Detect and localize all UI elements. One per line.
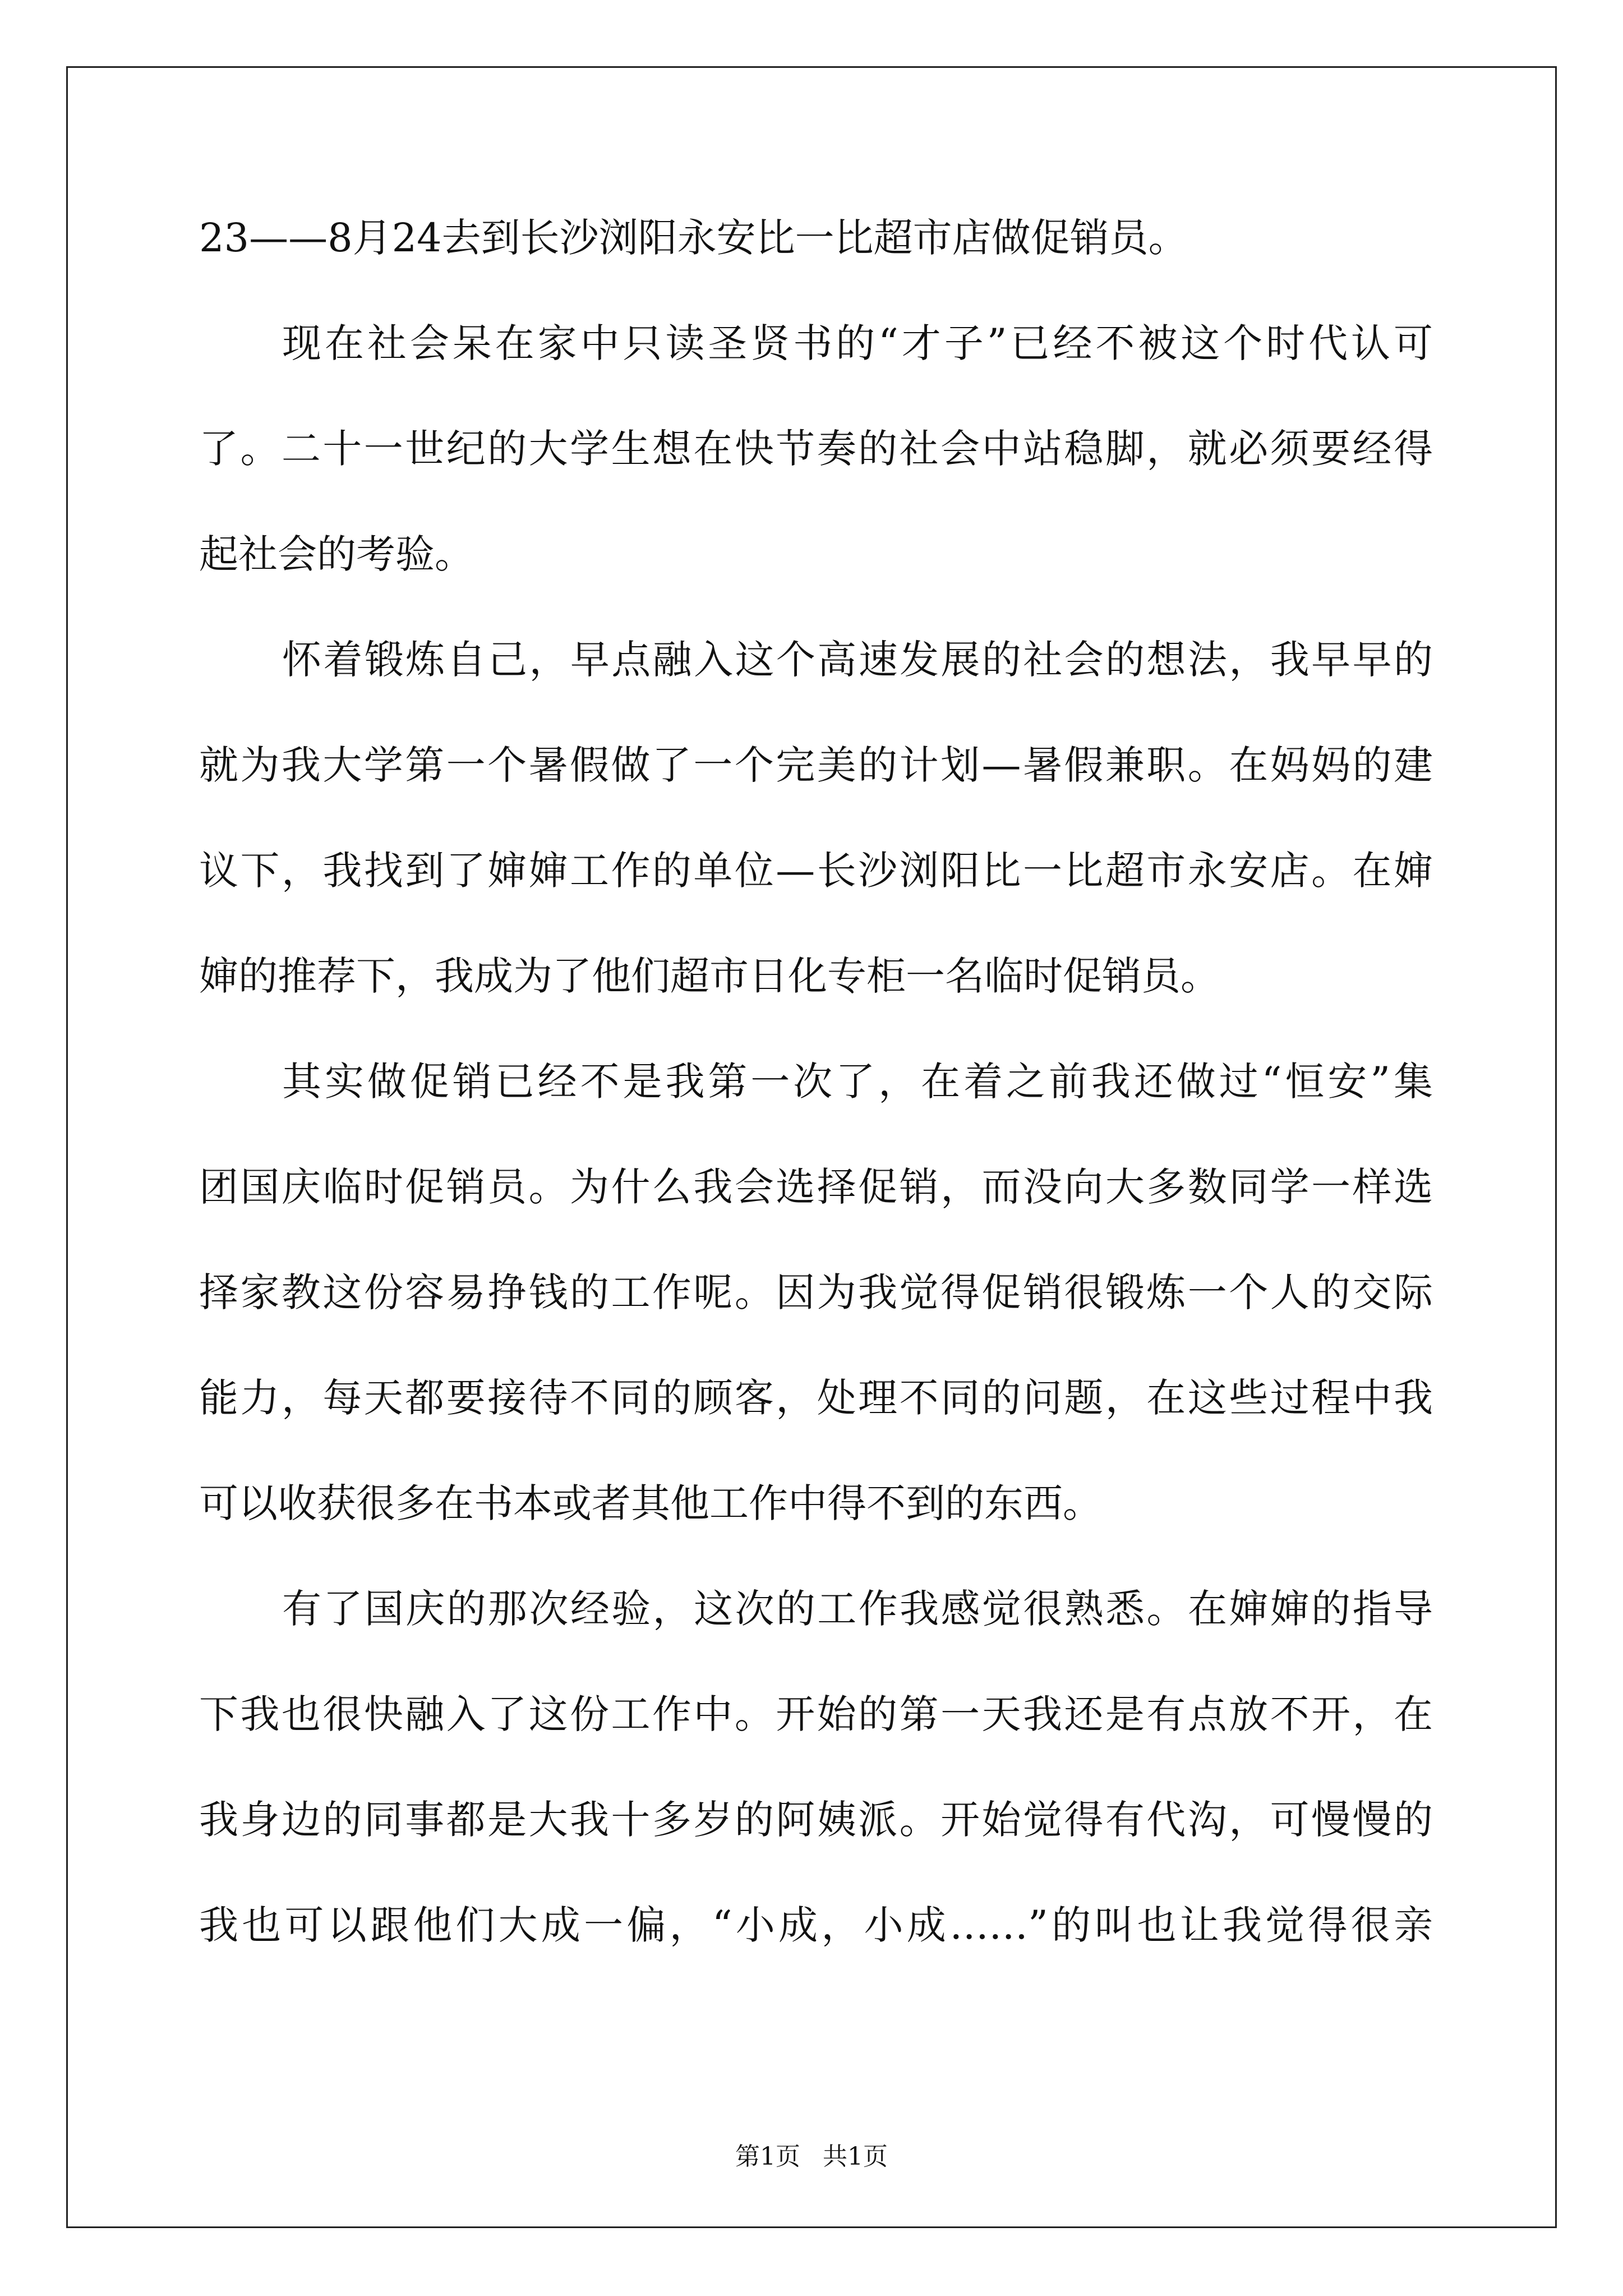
text-line: 我身边的同事都是大我十多岁的阿姨派。开始觉得有代沟，可慢慢的 <box>199 1797 1433 1843</box>
text-line: 能力，每天都要接待不同的顾客，处理不同的问题，在这些过程中我 <box>199 1375 1433 1421</box>
text-line: 议下，我找到了婶婶工作的单位—长沙浏阳比一比超市永安店。在婶 <box>199 848 1433 894</box>
text-line: 怀着锻炼自己，早点融入这个高速发展的社会的想法，我早早的 <box>282 637 1433 683</box>
text-line: 团国庆临时促销员。为什么我会选择促销，而没向大多数同学一样选 <box>199 1164 1433 1210</box>
text-line: 23——8月24去到长沙浏阳永安比一比超市店做促销员。 <box>199 215 1188 261</box>
text-line: 婶的推荐下，我成为了他们超市日化专柜一名临时促销员。 <box>199 953 1220 999</box>
text-line: 起社会的考验。 <box>199 531 474 577</box>
text-line: 其实做促销已经不是我第一次了，在着之前我还做过“恒安”集 <box>282 1059 1433 1105</box>
page-footer <box>0 2140 1623 2174</box>
document-body <box>199 185 1433 1978</box>
text-line: 就为我大学第一个暑假做了一个完美的计划—暑假兼职。在妈妈的建 <box>199 742 1433 788</box>
text-line: 了。二十一世纪的大学生想在快节奏的社会中站稳脚，就必须要经得 <box>199 426 1433 472</box>
page-number: 第1页 <box>735 2142 800 2171</box>
page-total: 共1页 <box>823 2142 888 2171</box>
text-line: 择家教这份容易挣钱的工作呢。因为我觉得促销很锻炼一个人的交际 <box>199 1269 1433 1315</box>
text-line: 可以收获很多在书本或者其他工作中得不到的东西。 <box>199 1480 1102 1526</box>
text-line: 下我也很快融入了这份工作中。开始的第一天我还是有点放不开，在 <box>199 1691 1433 1737</box>
text-line: 有了国庆的那次经验，这次的工作我感觉很熟悉。在婶婶的指导 <box>282 1586 1433 1632</box>
text-line: 现在社会呆在家中只读圣贤书的“才子”已经不被这个时代认可 <box>282 320 1433 366</box>
text-line: 我也可以跟他们大成一偏，“小成，小成……”的叫也让我觉得很亲 <box>199 1902 1433 1948</box>
